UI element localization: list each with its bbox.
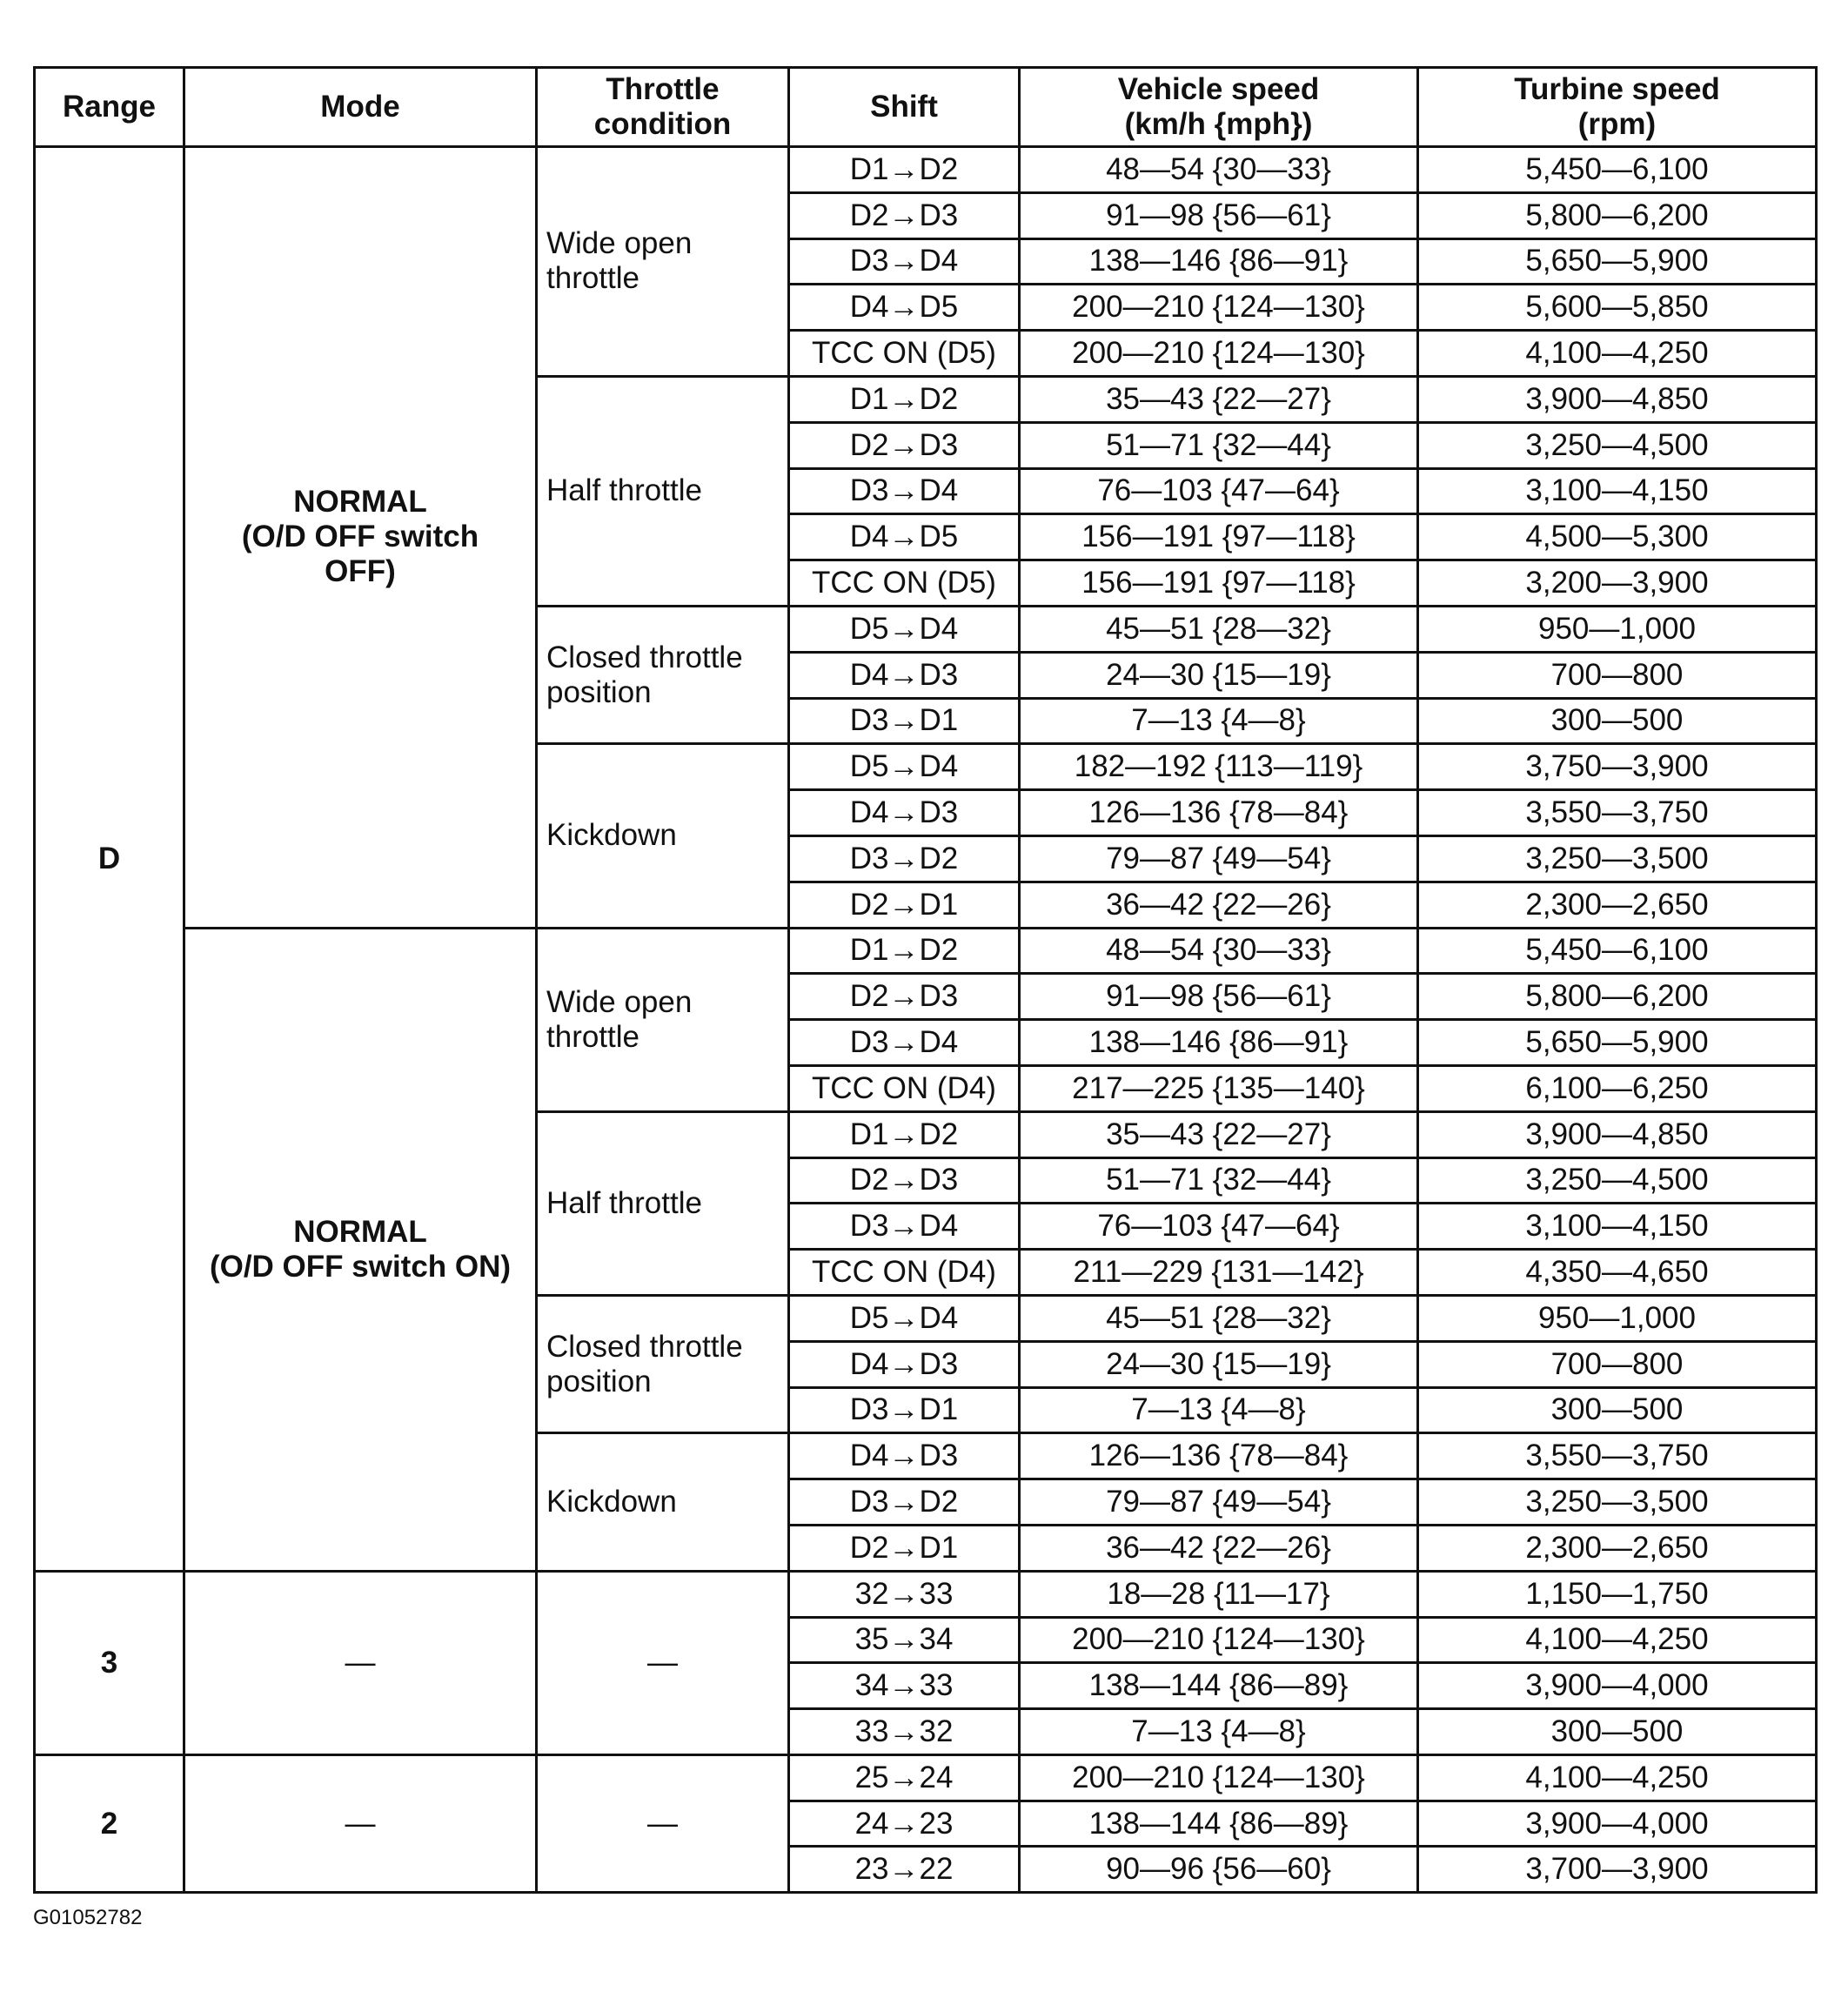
shift-cell: D3→D4 [789,1020,1020,1066]
shift-cell: D2→D1 [789,882,1020,928]
vehicle-speed-cell: 35—43 {22—27} [1020,376,1418,422]
throttle-cell-half: Half throttle [537,1111,789,1295]
turbine-speed-cell: 700—800 [1418,652,1817,698]
turbine-speed-cell: 1,150—1,750 [1418,1571,1817,1617]
turbine-speed-cell: 5,800—6,200 [1418,974,1817,1020]
throttle-cell-kickdown: Kickdown [537,744,789,928]
turbine-speed-cell: 2,300—2,650 [1418,882,1817,928]
throttle-cell-closed: Closed throttle position [537,1295,789,1432]
turbine-speed-cell: 3,250—4,500 [1418,1157,1817,1204]
range-cell-3: 3 [35,1571,184,1754]
shift-cell: TCC ON (D5) [789,331,1020,377]
shift-cell: D3→D1 [789,698,1020,744]
vehicle-speed-cell: 48—54 {30—33} [1020,928,1418,974]
turbine-speed-cell: 6,100—6,250 [1418,1065,1817,1111]
turbine-speed-cell: 3,550—3,750 [1418,1433,1817,1479]
shift-cell: D3→D4 [789,1204,1020,1250]
figure-code: G01052782 [33,1906,143,1929]
turbine-speed-cell: 4,500—5,300 [1418,514,1817,560]
shift-cell: TCC ON (D4) [789,1065,1020,1111]
shift-cell: D3→D4 [789,238,1020,285]
turbine-speed-cell: 2,300—2,650 [1418,1525,1817,1571]
shift-cell: D3→D2 [789,835,1020,882]
shift-cell: 24→23 [789,1801,1020,1847]
throttle-cell-dash: — [537,1571,789,1754]
vehicle-speed-cell: 211—229 {131—142} [1020,1250,1418,1296]
shift-cell: D4→D3 [789,790,1020,836]
vehicle-speed-cell: 35—43 {22—27} [1020,1111,1418,1157]
vehicle-speed-cell: 91—98 {56—61} [1020,974,1418,1020]
mode-cell-dash: — [184,1754,537,1892]
vehicle-speed-cell: 36—42 {22—26} [1020,1525,1418,1571]
shift-cell: D2→D3 [789,974,1020,1020]
turbine-speed-cell: 700—800 [1418,1341,1817,1387]
range-cell-2: 2 [35,1754,184,1892]
vehicle-speed-cell: 138—144 {86—89} [1020,1801,1418,1847]
shift-cell: 25→24 [789,1754,1020,1801]
vehicle-speed-cell: 51—71 {32—44} [1020,1157,1418,1204]
header-row [35,68,1817,147]
shift-cell: D2→D3 [789,192,1020,238]
shift-cell: D2→D3 [789,422,1020,468]
turbine-speed-cell: 4,350—4,650 [1418,1250,1817,1296]
table-row [35,147,1817,193]
throttle-cell-kickdown: Kickdown [537,1433,789,1571]
vehicle-speed-cell: 200—210 {124—130} [1020,1754,1418,1801]
vehicle-speed-cell: 24—30 {15—19} [1020,1341,1418,1387]
vehicle-speed-cell: 200—210 {124—130} [1020,285,1418,331]
mode-cell-normal-od-on: NORMAL (O/D OFF switch ON) [184,928,537,1571]
shift-cell: D5→D4 [789,1295,1020,1341]
turbine-speed-cell: 950—1,000 [1418,1295,1817,1341]
vehicle-speed-cell: 90—96 {56—60} [1020,1847,1418,1893]
turbine-speed-cell: 3,700—3,900 [1418,1847,1817,1893]
turbine-speed-cell: 3,750—3,900 [1418,744,1817,790]
vehicle-speed-cell: 156—191 {97—118} [1020,560,1418,607]
shift-cell: D3→D4 [789,468,1020,514]
turbine-speed-cell: 4,100—4,250 [1418,1754,1817,1801]
turbine-speed-cell: 5,800—6,200 [1418,192,1817,238]
table-row [35,928,1817,974]
turbine-speed-cell: 3,900—4,850 [1418,376,1817,422]
turbine-speed-cell: 5,450—6,100 [1418,928,1817,974]
vehicle-speed-cell: 126—136 {78—84} [1020,1433,1418,1479]
header-throttle: Throttle condition [537,68,789,147]
shift-cell: 34→33 [789,1663,1020,1709]
turbine-speed-cell: 3,250—4,500 [1418,422,1817,468]
table-row [35,1754,1817,1801]
shift-cell: D4→D3 [789,652,1020,698]
shift-cell: D1→D2 [789,147,1020,193]
header-shift: Shift [789,68,1020,147]
shift-cell: 23→22 [789,1847,1020,1893]
vehicle-speed-cell: 182—192 {113—119} [1020,744,1418,790]
turbine-speed-cell: 5,650—5,900 [1418,238,1817,285]
shift-cell: D4→D3 [789,1341,1020,1387]
shift-cell: D5→D4 [789,606,1020,652]
shift-cell: TCC ON (D4) [789,1250,1020,1296]
table-row [35,1571,1817,1617]
shift-cell: D1→D2 [789,1111,1020,1157]
mode-cell-dash: — [184,1571,537,1754]
vehicle-speed-cell: 7—13 {4—8} [1020,698,1418,744]
vehicle-speed-cell: 200—210 {124—130} [1020,1617,1418,1663]
vehicle-speed-cell: 138—146 {86—91} [1020,1020,1418,1066]
turbine-speed-cell: 4,100—4,250 [1418,331,1817,377]
turbine-speed-cell: 3,100—4,150 [1418,1204,1817,1250]
turbine-speed-cell: 3,900—4,000 [1418,1801,1817,1847]
turbine-speed-cell: 4,100—4,250 [1418,1617,1817,1663]
turbine-speed-cell: 3,250—3,500 [1418,835,1817,882]
vehicle-speed-cell: 24—30 {15—19} [1020,652,1418,698]
shift-cell: 35→34 [789,1617,1020,1663]
turbine-speed-cell: 300—500 [1418,698,1817,744]
turbine-speed-cell: 950—1,000 [1418,606,1817,652]
turbine-speed-cell: 3,900—4,000 [1418,1663,1817,1709]
throttle-cell-dash: — [537,1754,789,1892]
vehicle-speed-cell: 7—13 {4—8} [1020,1387,1418,1433]
vehicle-speed-cell: 76—103 {47—64} [1020,1204,1418,1250]
shift-cell: D5→D4 [789,744,1020,790]
vehicle-speed-cell: 51—71 {32—44} [1020,422,1418,468]
shift-cell: D2→D3 [789,1157,1020,1204]
vehicle-speed-cell: 91—98 {56—61} [1020,192,1418,238]
shift-cell: TCC ON (D5) [789,560,1020,607]
vehicle-speed-cell: 126—136 {78—84} [1020,790,1418,836]
shift-cell: 32→33 [789,1571,1020,1617]
shift-cell: D3→D1 [789,1387,1020,1433]
header-vehicle-speed: Vehicle speed (km/h {mph}) [1020,68,1418,147]
turbine-speed-cell: 5,600—5,850 [1418,285,1817,331]
turbine-speed-cell: 3,900—4,850 [1418,1111,1817,1157]
vehicle-speed-cell: 36—42 {22—26} [1020,882,1418,928]
vehicle-speed-cell: 18—28 {11—17} [1020,1571,1418,1617]
vehicle-speed-cell: 45—51 {28—32} [1020,1295,1418,1341]
shift-cell: D4→D3 [789,1433,1020,1479]
shift-cell: 33→32 [789,1709,1020,1755]
vehicle-speed-cell: 156—191 {97—118} [1020,514,1418,560]
mode-cell-normal-od-off: NORMAL (O/D OFF switch OFF) [184,147,537,929]
vehicle-speed-cell: 138—144 {86—89} [1020,1663,1418,1709]
shift-cell: D3→D2 [789,1479,1020,1526]
turbine-speed-cell: 3,100—4,150 [1418,468,1817,514]
turbine-speed-cell: 5,450—6,100 [1418,147,1817,193]
shift-cell: D4→D5 [789,285,1020,331]
turbine-speed-cell: 5,650—5,900 [1418,1020,1817,1066]
vehicle-speed-cell: 79—87 {49—54} [1020,835,1418,882]
header-range: Range [35,68,184,147]
shift-cell: D2→D1 [789,1525,1020,1571]
turbine-speed-cell: 300—500 [1418,1709,1817,1755]
range-cell-d: D [35,147,184,1572]
vehicle-speed-cell: 138—146 {86—91} [1020,238,1418,285]
turbine-speed-cell: 3,200—3,900 [1418,560,1817,607]
vehicle-speed-cell: 7—13 {4—8} [1020,1709,1418,1755]
turbine-speed-cell: 300—500 [1418,1387,1817,1433]
throttle-cell-closed: Closed throttle position [537,606,789,743]
throttle-cell-half: Half throttle [537,376,789,606]
turbine-speed-cell: 3,550—3,750 [1418,790,1817,836]
header-turbine-speed: Turbine speed (rpm) [1418,68,1817,147]
vehicle-speed-cell: 45—51 {28—32} [1020,606,1418,652]
vehicle-speed-cell: 76—103 {47—64} [1020,468,1418,514]
turbine-speed-cell: 3,250—3,500 [1418,1479,1817,1526]
shift-point-table [33,66,1818,1894]
shift-cell: D4→D5 [789,514,1020,560]
throttle-cell-wide-open: Wide open throttle [537,147,789,377]
shift-cell: D1→D2 [789,376,1020,422]
vehicle-speed-cell: 200—210 {124—130} [1020,331,1418,377]
vehicle-speed-cell: 217—225 {135—140} [1020,1065,1418,1111]
throttle-cell-wide-open: Wide open throttle [537,928,789,1111]
shift-cell: D1→D2 [789,928,1020,974]
vehicle-speed-cell: 79—87 {49—54} [1020,1479,1418,1526]
vehicle-speed-cell: 48—54 {30—33} [1020,147,1418,193]
header-mode: Mode [184,68,537,147]
